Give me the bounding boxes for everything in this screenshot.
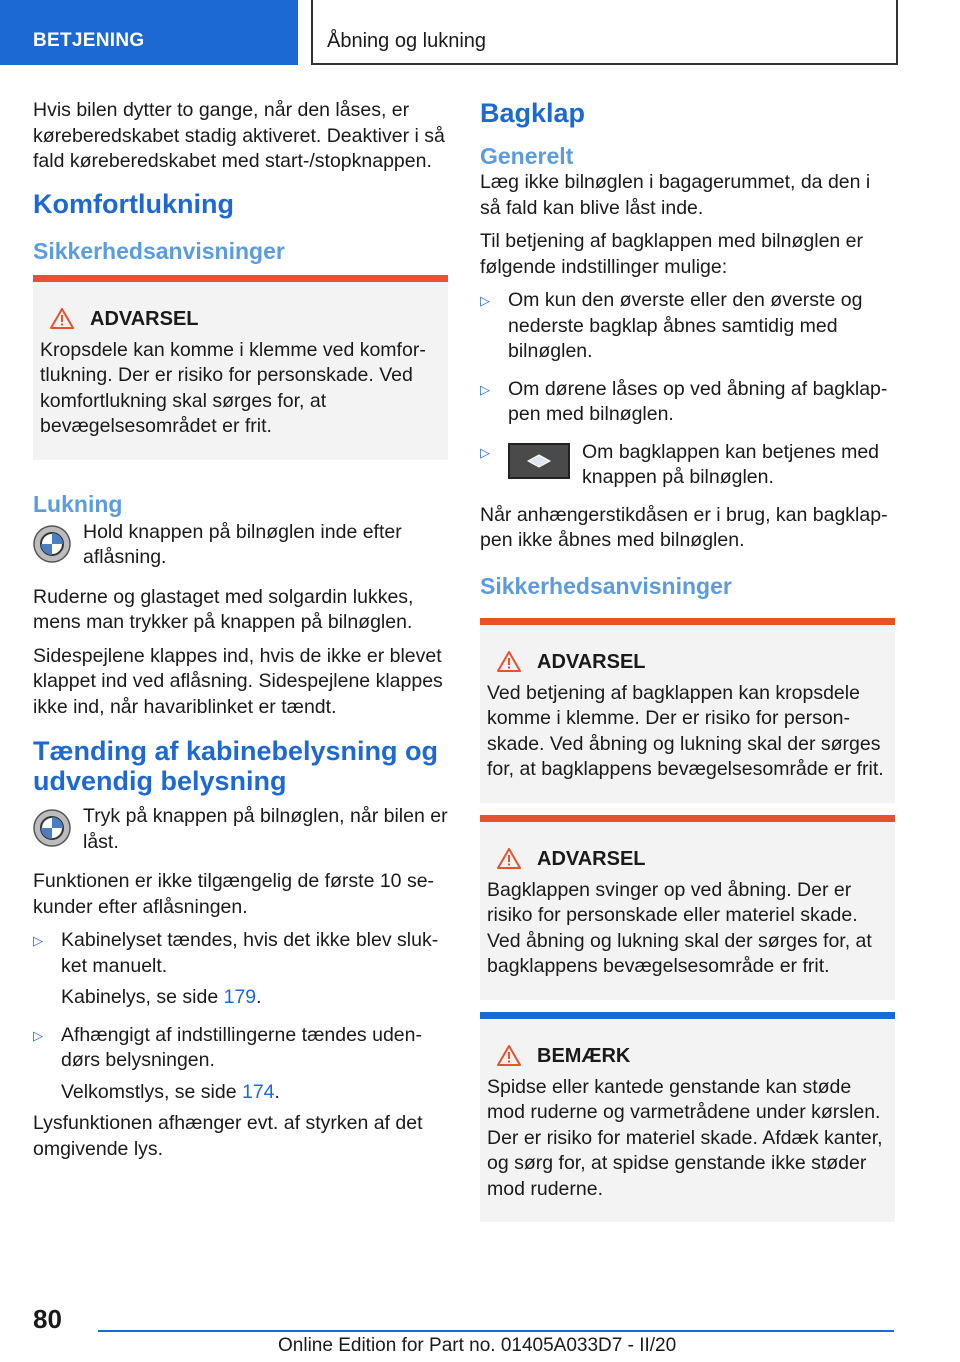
- warning-box: [33, 275, 448, 460]
- warning-label: ADVARSEL: [90, 307, 199, 330]
- general-heading: Generelt: [480, 143, 574, 169]
- comfort-heading: Komfortlukning: [33, 188, 234, 219]
- page-number: 80: [33, 1304, 62, 1334]
- tailgate-button-image: [508, 443, 570, 479]
- notice-title: [497, 1043, 887, 1069]
- closing-paragraph-1: Ruderne og glastaget med solgardin lukkes, mens man trykker på knappen på bilnøglen.: [33, 585, 414, 633]
- section-tab: [0, 0, 298, 65]
- lighting-paragraph-2: Lysfunktionen afhænger evt. af styrken af det omgivende lys.: [33, 1112, 423, 1160]
- closing-instruction: Hold knappen på bilnøglen inde efter aflåsning.: [83, 520, 402, 568]
- bullet-triangle-icon: ▷: [480, 381, 490, 397]
- lighting-icon-row: [33, 804, 448, 855]
- safety-heading: Sikkerhedsanvisninger: [480, 572, 732, 599]
- footer-edition: Online Edition for Part no. 01405A033D7 - II/20: [278, 1335, 677, 1356]
- notice-triangle-icon: [497, 1045, 521, 1066]
- notice-label: BEMÆRK: [537, 1044, 631, 1067]
- chapter-header: [311, 0, 898, 65]
- warning-text: Ved betjening af bagklappen kan kropsdele komme i klemme. Der er risiko for personskade. Ved åbning og lukning skal der sørges for, at bagklappens bevægelsesområde er frit.: [487, 681, 884, 780]
- bullet-triangle-icon: ▷: [33, 1027, 43, 1043]
- lighting-instruction: Tryk på knappen på bilnøglen, når bilen er låst.: [83, 805, 448, 853]
- warning-triangle-icon: [497, 848, 521, 869]
- warning-triangle-icon: [497, 651, 521, 672]
- notice-text: Spidse eller kantede genstande kan støde mod ruderne og varmetrådene under kørslen. Der er risiko for materiel skade. Afdæk kanter, og sørg for, at spidse genstande ikke støder mod ruderne.: [487, 1075, 883, 1200]
- list-item: [33, 1023, 448, 1106]
- bullet-triangle-icon: ▷: [33, 933, 43, 948]
- safety-heading: Sikkerhedsanvisninger: [33, 237, 285, 264]
- warning-text: Kropsdele kan komme i klemme ved komfortlukning. Der er risiko for personskade. Ved komfortlukning skal sørges for, at bevægelsesområdet er frit.: [40, 338, 426, 437]
- closing-heading: Lukning: [33, 490, 123, 517]
- general-paragraph-2: Til betjening af bagklappen med bilnøglen er følgende indstillinger mulige:: [480, 230, 864, 278]
- page-link[interactable]: 179: [223, 986, 257, 1008]
- closing-icon-row: [33, 520, 448, 571]
- left-column: [33, 98, 448, 1170]
- bullet-text: Om kun den øverste eller den øverste og nederste bagklap åbnes samtidig med bilnøglen.: [508, 289, 863, 362]
- right-column: [480, 98, 895, 1222]
- list-item: [480, 288, 895, 371]
- warning-box: [480, 618, 895, 803]
- lighting-paragraph-1: Funktionen er ikke tilgængelig de første 10 sekunder efter aflåsningen.: [33, 870, 435, 918]
- section-label: BETJENING: [33, 30, 145, 51]
- bmw-key-icon: [33, 525, 71, 563]
- page-reference: Velkomstlys, se side 174.: [61, 1080, 280, 1103]
- tailgate-key-icon: [524, 454, 554, 468]
- warning-title: [50, 306, 440, 332]
- warning-text: Bagklappen svinger op ved åbning. Der er risiko for personskade eller materiel skade. Ved åbning og lukning skal der sørges for, at bagklappens bevægelsesområde er frit.: [487, 878, 872, 977]
- page-reference: Kabinelys, se side 179.: [61, 986, 262, 1008]
- notice-box: [480, 1012, 895, 1223]
- list-item: [480, 377, 895, 434]
- warning-label: ADVARSEL: [537, 650, 646, 673]
- warning-box: [480, 815, 895, 1000]
- chapter-title: Åbning og lukning: [327, 30, 487, 52]
- warning-title: [497, 649, 887, 675]
- tailgate-heading: Bagklap: [480, 98, 586, 128]
- bmw-key-icon: [33, 809, 71, 847]
- footer-divider: [98, 1330, 894, 1332]
- bullet-triangle-icon: ▷: [480, 444, 490, 460]
- bullet-text: Om dørene låses op ved åbning af bagklappen med bilnøglen.: [508, 377, 888, 425]
- list-item: [33, 928, 448, 1017]
- warning-triangle-icon: [50, 308, 74, 329]
- bullet-triangle-icon: ▷: [480, 293, 490, 308]
- list-item: [480, 440, 895, 497]
- general-paragraph-3: Når anhængerstikdåsen er i brug, kan bagklappen ikke åbnes med bilnøglen.: [480, 503, 888, 551]
- page-link[interactable]: 174: [241, 1080, 275, 1103]
- bullet-text: Kabinelyset tændes, hvis det ikke blev slukket manuelt.: [61, 929, 439, 977]
- intro-paragraph: Hvis bilen dytter to gange, når den låses, er køreberedskabet stadig aktiveret. Deaktiver i så fald køreberedskabet med start-/stopknappen.: [33, 99, 445, 172]
- lighting-heading: Tænding af kabinebelysning og udvendig belysning: [33, 736, 439, 796]
- warning-title: [497, 846, 887, 872]
- closing-paragraph-2: Sidespejlene klappes ind, hvis de ikke er blevet klappet ind ved aflåsning. Sidespejlene klappes ikke ind, når havariblinket er tændt.: [33, 644, 443, 718]
- general-paragraph-1: Læg ikke bilnøglen i bagagerummet, da den i så fald kan blive låst inde.: [480, 171, 871, 219]
- bullet-text: Om bagklappen kan betjenes med knappen på bilnøglen.: [582, 440, 880, 488]
- warning-label: ADVARSEL: [537, 847, 646, 870]
- bullet-text: Afhængigt af indstillingerne tændes udendørs belysningen.: [61, 1023, 422, 1071]
